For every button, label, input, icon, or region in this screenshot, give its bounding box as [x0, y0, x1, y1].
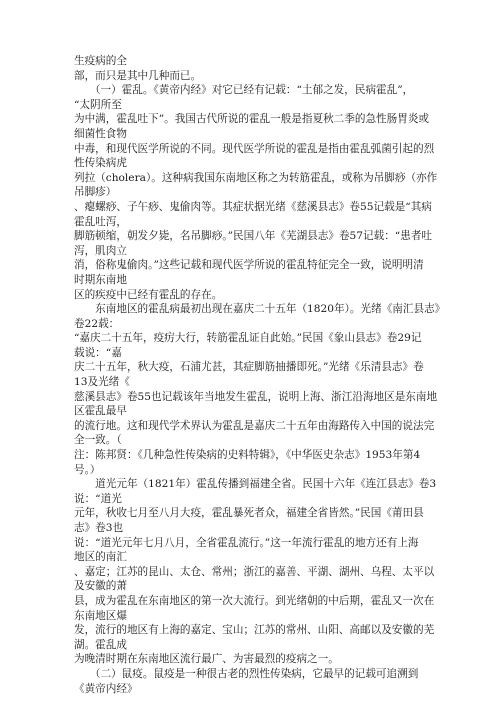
text-line: （一）霍乱。《黄帝内经》对它已经有记载：“土郁之发，民病霍乱”，	[74, 84, 414, 97]
text-line: （二）鼠疫。鼠疫是一种很古老的烈性传染病，它最早的记载可追溯到	[74, 667, 419, 680]
text-line: 慈溪县志》卷55也记载该年当地发生霍乱，说明上海、浙江沿海地区是东南地	[74, 390, 438, 403]
text-line: 号。）	[74, 463, 101, 476]
text-line: 中毒，和现代医学所说的不同。现代医学所说的霍乱是指由霍乱弧菌引起的烈	[74, 142, 435, 155]
text-line: 志》卷3也	[74, 522, 124, 534]
text-line: 元年，秋收七月至八月大疫，霍乱暴死者众，福建全省皆然。”民国《莆田县	[74, 507, 424, 520]
text-line: 《黄帝内经》	[74, 682, 138, 695]
text-line: 县，成为霍乱在东南地区的第一次大流行。到光绪朝的中后期，霍乱又一次在	[74, 594, 435, 607]
text-line: 注：陈邦贤：《几种急性传染病的史料特辑》，《中华医史杂志》1953年第4	[74, 449, 421, 462]
text-line: 、嘉定；江苏的昆山、太仓、常州；浙江的嘉善、平湖、湖州、乌程、太平以	[74, 565, 435, 578]
text-line: 脚筋顿缩，朝发夕毙，名吊脚痧。”民国八年《芜湖县志》卷57记载：“患者吐	[74, 230, 433, 243]
text-line: 东南地区爆	[74, 609, 127, 622]
text-line: 时期东南地	[74, 273, 127, 286]
text-line: 性传染病虎	[74, 157, 127, 170]
text-line: 的流行地。这和现代学术界认为霍乱是嘉庆二十五年由海路传入中国的说法完	[74, 419, 435, 432]
text-line: 说：“道光元年七月八月，全省霍乱流行。”这一年流行霍乱的地方还有上海	[74, 536, 419, 549]
text-line: 说：“道光	[74, 492, 122, 505]
text-line: 为晚清时期在东南地区流行最广、为害最烈的疫病之一。	[74, 653, 339, 666]
text-line: 生疫病的全	[74, 55, 127, 67]
text-line: “嘉庆二十五年，疫疠大行，转筋霍乱证自此始。”民国《象山县志》卷29记	[74, 332, 422, 345]
text-line: 庆二十五年，秋大疫，石浦尤甚，其症脚筋抽播即死。”光绪《乐清县志》卷	[74, 361, 424, 374]
text-line: 全一致。（	[74, 434, 122, 447]
text-line: 区霍乱最早	[74, 405, 127, 418]
text-line: 霍乱吐泻，	[74, 215, 127, 228]
text-line: 为中满，霍乱吐下”。我国古代所说的霍乱一般是指夏秋二季的急性肠胃炎或	[74, 113, 430, 126]
text-line: 卷22载：	[74, 317, 120, 330]
text-line: 泻，肌肉立	[74, 244, 127, 257]
text-line: 13及光绪《	[74, 376, 130, 389]
text-line: “太阴所至	[74, 98, 122, 111]
text-line: 吊脚疹）	[74, 186, 117, 199]
text-line: 东南地区的霍乱病最初出现在嘉庆二十五年（1820年）。光绪《南汇县志》	[74, 303, 446, 316]
text-line: 列拉（cholera）。这种病我国东南地区称之为转筋霍乱，或称为吊脚痧（亦作	[74, 171, 438, 184]
text-line: 载说：“嘉	[74, 346, 122, 359]
text-line: 消，俗称鬼偷肉。”这些记载和现代医学所说的霍乱特征完全一致，说明明清	[74, 259, 424, 272]
text-line: 道光元年（1821年）霍乱传播到福建全省。民国十六年《连江县志》卷3	[74, 478, 437, 491]
text-line: 部，而只是其中几种而已。	[74, 69, 202, 82]
text-line: 、瘪螺痧、子午痧、鬼偷肉等。其症状据光绪《慈溪县志》卷55记载是“其病	[74, 200, 432, 213]
text-line: 发，流行的地区有上海的嘉定、宝山；江苏的常州、山阳、高邮以及安徽的芜	[74, 624, 435, 637]
body-text	[74, 54, 446, 696]
text-line: 区的疾疫中已经有霍乱的存在。	[74, 288, 223, 301]
text-line: 地区的南汇	[74, 551, 127, 564]
text-line: 细菌性食物	[74, 127, 127, 140]
text-line: 及安徽的萧	[74, 580, 127, 593]
text-line: 湖。霍乱成	[74, 638, 127, 651]
